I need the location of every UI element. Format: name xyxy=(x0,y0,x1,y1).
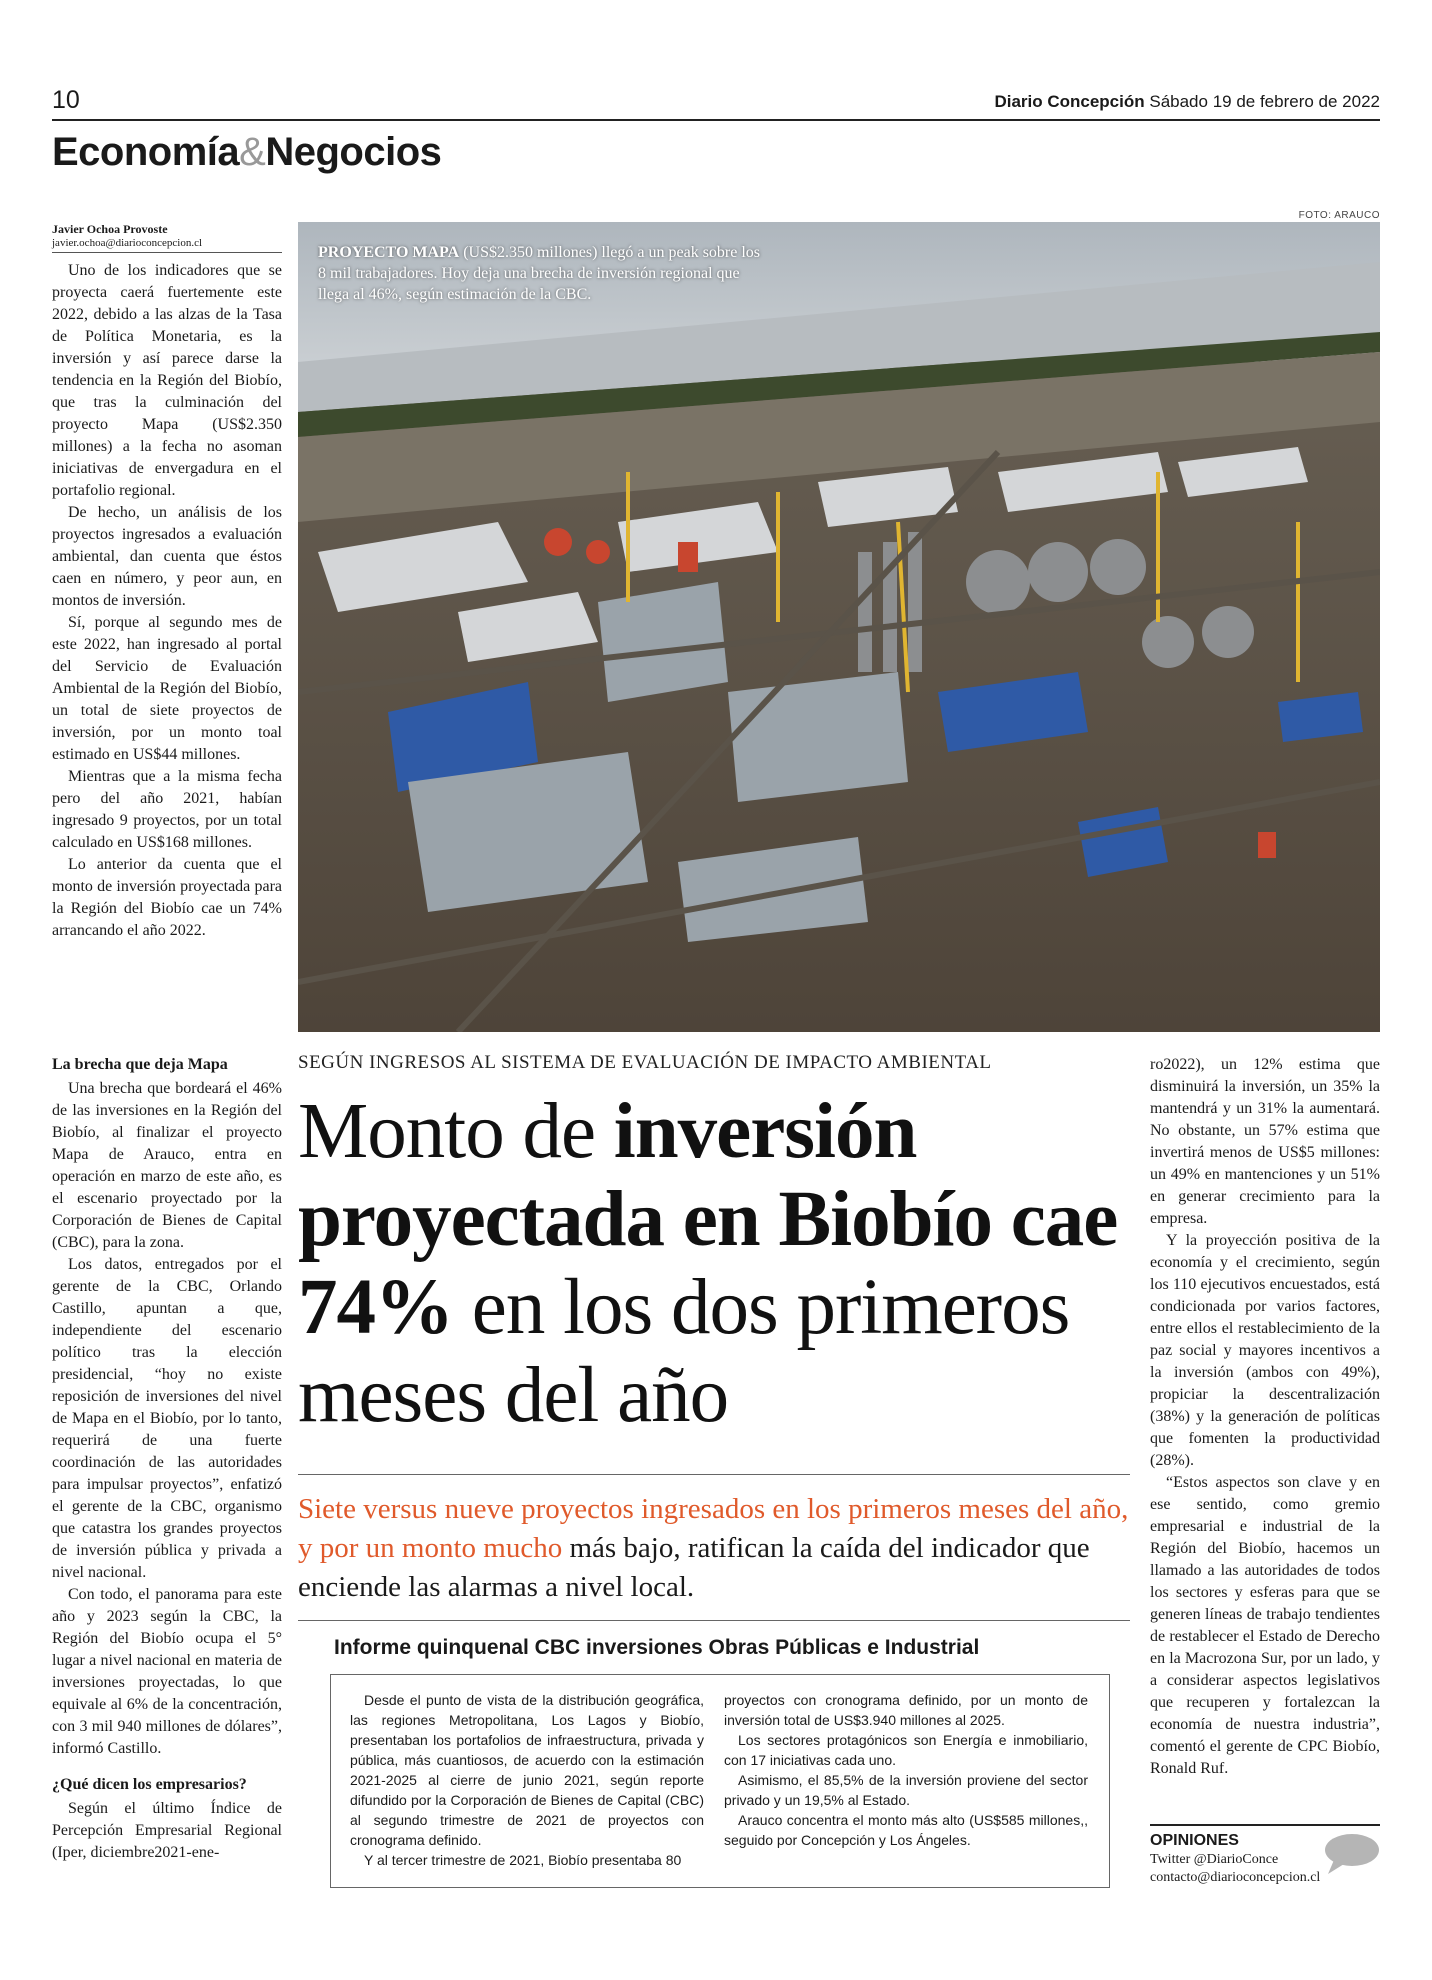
opinions-twitter[interactable]: Twitter @DiarioConce xyxy=(1150,1852,1279,1867)
lede xyxy=(298,1490,1130,1607)
paragraph: proyectos con cronograma definido, por un monto de inversión total de US$3.940 millones al 2025. xyxy=(724,1692,1088,1728)
headline-bold: inversión proyectada en Biobío cae 74% xyxy=(298,1088,1118,1351)
info-box-column-1 xyxy=(350,1690,704,1870)
aerial-industrial-photo xyxy=(298,222,1380,1032)
headline-rule xyxy=(298,1474,1130,1475)
paragraph: Con todo, el panorama para este año y 2023 según la CBC, la Región del Biobío ocupa el 5° lugar a nivel nacional en materia de inversiones proyectadas, lo que equivale al 6% de la concentración, con 3 mil 940 millones de dólares”, informó Castillo. xyxy=(52,1586,282,1757)
paragraph: Desde el punto de vista de la distribución geográfica, las regiones Metropolitana, Los Lagos y Biobío, presentaban los portafolios de infraestructura, privada y pública, más cuantiosos, de acuerdo con la estimación 2021-2025 al cierre de junio 2021, según reporte difundido por la Corporación de Bienes de Capital (CBC) al segundo trimestre de 2021 de proyectos con cronograma definido. xyxy=(350,1692,704,1848)
headline-part1: Monto de xyxy=(298,1088,614,1175)
byline-author: Javier Ochoa Provoste xyxy=(52,222,168,236)
lede-rule xyxy=(298,1620,1130,1621)
paragraph: ro2022), un 12% estima que disminuirá la inversión, un 35% la mantendrá y un 31% la aumentará. No obstante, un 57% estima que invertirá menos de US$5 millones: un 49% en mantenciones y un 51% en generar crecimiento para la empresa. xyxy=(1150,1056,1380,1227)
article-column-1 xyxy=(52,260,282,942)
byline xyxy=(52,222,282,250)
section-title-part2: Negocios xyxy=(265,130,442,174)
page-number: 10 xyxy=(52,86,80,114)
article-column-2 xyxy=(52,1054,282,1864)
paragraph: Según el último Índice de Percepción Empresarial Regional (Iper, diciembre2021-ene- xyxy=(52,1800,282,1861)
newspaper-name: Diario Concepción xyxy=(994,92,1145,111)
paragraph: Sí, porque al segundo mes de este 2022, han ingresado al portal del Servicio de Evaluación Ambiental de la Región del Biobío, un total de siete proyectos de inversión, por un monto toal estimado en US$44 millones. xyxy=(52,614,282,763)
paragraph: Los datos, entregados por el gerente de la CBC, Orlando Castillo, apuntan a que, independiente del escenario político tras la elección presidencial, “hoy no existe reposición de inversiones del nivel de Mapa en el Biobío, por lo tanto, requerirá de una fuerte coordinación de las autoridades para impulsar proyectos”, enfatizó el gerente de la CBC, organismo que catastra los grandes proyectos de inversión pública y privada a nivel nacional. xyxy=(52,1256,282,1581)
photo-caption-lead: PROYECTO MAPA xyxy=(318,244,460,261)
paragraph: Arauco concentra el monto más alto (US$585 millones,, seguido por Concepción y Los Ángeles. xyxy=(724,1812,1088,1848)
section-title-part1: Economía xyxy=(52,130,240,174)
photo-credit: FOTO: ARAUCO xyxy=(1298,210,1380,221)
subheading: La brecha que deja Mapa xyxy=(52,1056,228,1073)
section-title-ampersand: & xyxy=(239,130,266,174)
headline xyxy=(298,1088,1128,1440)
speech-bubble-icon xyxy=(1320,1832,1380,1881)
opinions-rule xyxy=(1150,1824,1380,1826)
lede-rest: más bajo, ratifican la caída del indicador que enciende las alarmas a nivel local. xyxy=(298,1532,1090,1603)
photo-caption-text: (US$2.350 millones) llegó a un peak sobre los 8 mil trabajadores. Hoy deja una brecha de inversión regional que llega al 46%, según estimación de la CBC. xyxy=(318,244,761,303)
photo-illustration xyxy=(298,222,1380,1032)
paragraph: Mientras que a la misma fecha pero del año 2021, habían ingresado 9 proyectos, por un total calculado en US$168 millones. xyxy=(52,768,282,851)
photo-caption xyxy=(318,242,768,305)
subheading: ¿Qué dicen los empresarios? xyxy=(52,1776,247,1793)
paragraph: De hecho, un análisis de los proyectos ingresados a evaluación ambiental, dan cuenta que éstos caen en número, y peor aun, en montos de inversión. xyxy=(52,504,282,609)
paragraph: “Estos aspectos son clave y en ese sentido, como gremio empresarial e industrial de la Región del Biobío, hacemos un llamado a las autoridades de todos los sectores y esferas para que se generen líneas de trabajo tendientes de restablecer el Estado de Derecho en la Macrozona Sur, por un lado, y a considerar aspectos legislativos que recuperen y fortalezcan la economía de nuestra industria”, comentó el gerente de CPC Biobío, Ronald Ruf. xyxy=(1150,1474,1380,1777)
opinions-title: OPINIONES xyxy=(1150,1832,1239,1849)
article-column-3 xyxy=(1150,1054,1380,1780)
masthead xyxy=(994,92,1380,112)
opinions-email[interactable]: contacto@diarioconcepcion.cl xyxy=(1150,1870,1321,1885)
paragraph: Y la proyección positiva de la economía y el crecimiento, según los 110 ejecutivos encuestados, está condicionada por varios factores, entre ellos el restablecimiento de la paz social y mayores incentivos a la inversión (ambos con 49%), propiciar la descentralización (38%) y la generación de políticas que fomenten la productividad (28%). xyxy=(1150,1232,1380,1469)
info-box-column-2 xyxy=(724,1690,1088,1850)
byline-rule xyxy=(52,252,282,253)
paragraph: Una brecha que bordeará el 46% de las inversiones en la Región del Biobío, al finalizar el proyecto Mapa de Arauco, entra en operación en marzo de este año, es el escenario proyectado por la Corporación de Bienes de Capital (CBC), para la zona. xyxy=(52,1080,282,1251)
paragraph: Y al tercer trimestre de 2021, Biobío presentaba 80 xyxy=(364,1852,682,1868)
paragraph: Uno de los indicadores que se proyecta caerá fuertemente este 2022, debido a las alzas de la Tasa de Política Monetaria, es la inversión y así parece darse la tendencia en la Región del Biobío, que tras la culminación del proyecto Mapa (US$2.350 millones) a la fecha no asoman iniciativas de envergadura en el portafolio regional. xyxy=(52,262,282,499)
headline-part3: en los dos primeros meses del año xyxy=(298,1264,1070,1439)
paragraph: Los sectores protagónicos son Energía e inmobiliario, con 17 iniciativas cada uno. xyxy=(724,1732,1088,1768)
section-title xyxy=(52,130,441,175)
lede-highlight: Siete versus nueve proyectos ingresados en los primeros meses del año, y por un monto mucho xyxy=(298,1493,1129,1564)
issue-date: Sábado 19 de febrero de 2022 xyxy=(1149,92,1380,111)
kicker: SEGÚN INGRESOS AL SISTEMA DE EVALUACIÓN DE IMPACTO AMBIENTAL xyxy=(298,1052,992,1073)
paragraph: Lo anterior da cuenta que el monto de inversión proyectada para la Región del Biobío cae un 74% arrancando el año 2022. xyxy=(52,856,282,939)
byline-email: javier.ochoa@diarioconcepcion.cl xyxy=(52,237,203,249)
paragraph: Asimismo, el 85,5% de la inversión proviene del sector privado y un 19,5% al Estado. xyxy=(724,1772,1088,1808)
box-title: Informe quinquenal CBC inversiones Obras Públicas e Industrial xyxy=(334,1636,980,1659)
header-rule xyxy=(52,119,1380,121)
